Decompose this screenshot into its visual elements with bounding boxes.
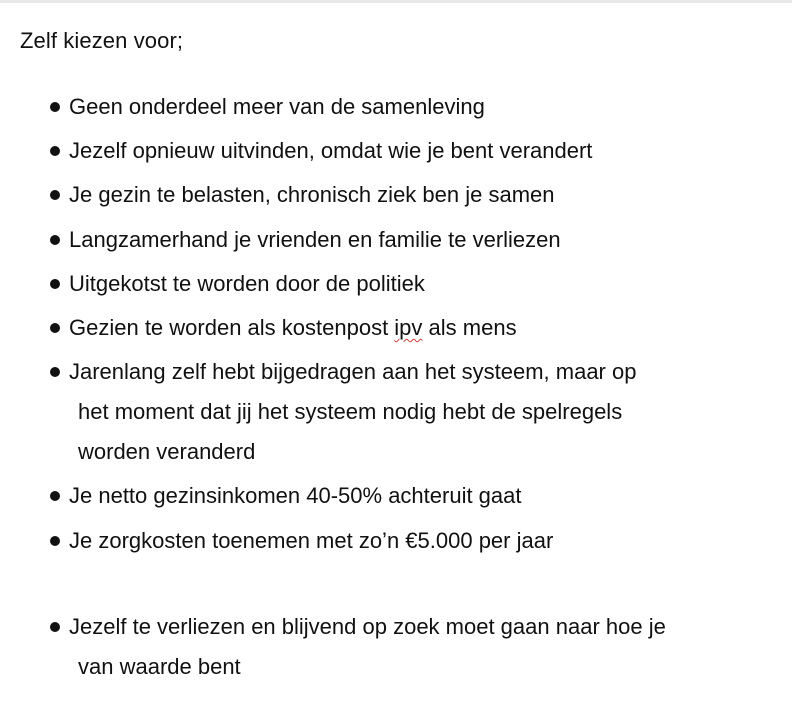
- bullet-icon: [50, 279, 60, 289]
- list-item-text: Je zorgkosten toenemen met zo’n €5.000 per jaar: [69, 527, 554, 553]
- bullet-icon: [50, 536, 60, 546]
- list-item-text: Je netto gezinsinkomen 40-50% achteruit gaat: [69, 483, 522, 509]
- bullet-icon: [50, 323, 60, 333]
- list-item-text-part: Gezien te worden als kostenpost: [69, 314, 395, 340]
- list-item-text: Uitgekotst te worden door de politiek: [69, 270, 425, 296]
- list-item-text-continued: het moment dat jij het systeem nodig hebt de spelregels: [78, 399, 623, 425]
- list-item: [20, 352, 780, 472]
- list-item: [20, 308, 780, 348]
- bullet-icon: [50, 367, 60, 377]
- list-item-text: Jezelf te verliezen en blijvend op zoek moet gaan naar hoe je: [69, 613, 666, 639]
- list-item-text-continued: worden veranderd: [78, 439, 256, 465]
- list-item-text: Langzamerhand je vrienden en familie te verliezen: [69, 226, 561, 252]
- blank-line: [20, 565, 780, 603]
- list-item-text: Jezelf opnieuw uitvinden, omdat wie je bent verandert: [69, 138, 593, 164]
- list-item: [20, 131, 780, 171]
- bullet-icon: [50, 190, 60, 200]
- list-item-text-part: als mens: [422, 314, 517, 340]
- bullet-icon: [50, 235, 60, 245]
- list-item-text: [69, 308, 780, 348]
- list-item-text-continued: van waarde bent: [78, 653, 241, 679]
- list-item: [20, 607, 780, 687]
- list-item: [20, 220, 780, 260]
- list-item: [20, 264, 780, 304]
- list-item: [20, 476, 780, 516]
- list-item-text: Je gezin te belasten, chronisch ziek ben je samen: [69, 182, 555, 208]
- bullet-icon: [50, 491, 60, 501]
- document-heading: Zelf kiezen voor;: [20, 28, 184, 53]
- bullet-icon: [50, 146, 60, 156]
- list-item: [20, 175, 780, 215]
- document-body: [20, 27, 780, 679]
- list-item: [20, 521, 780, 561]
- list-item-text: Geen onderdeel meer van de samenleving: [69, 94, 485, 119]
- top-edge-divider: [0, 0, 792, 3]
- bullet-icon: [50, 622, 60, 632]
- spellcheck-flagged-word[interactable]: ipv: [394, 314, 423, 340]
- list-item: [20, 87, 780, 127]
- bullet-list: [20, 87, 780, 691]
- bullet-icon: [50, 102, 60, 112]
- list-item-text: Jarenlang zelf hebt bijgedragen aan het systeem, maar op: [69, 359, 637, 385]
